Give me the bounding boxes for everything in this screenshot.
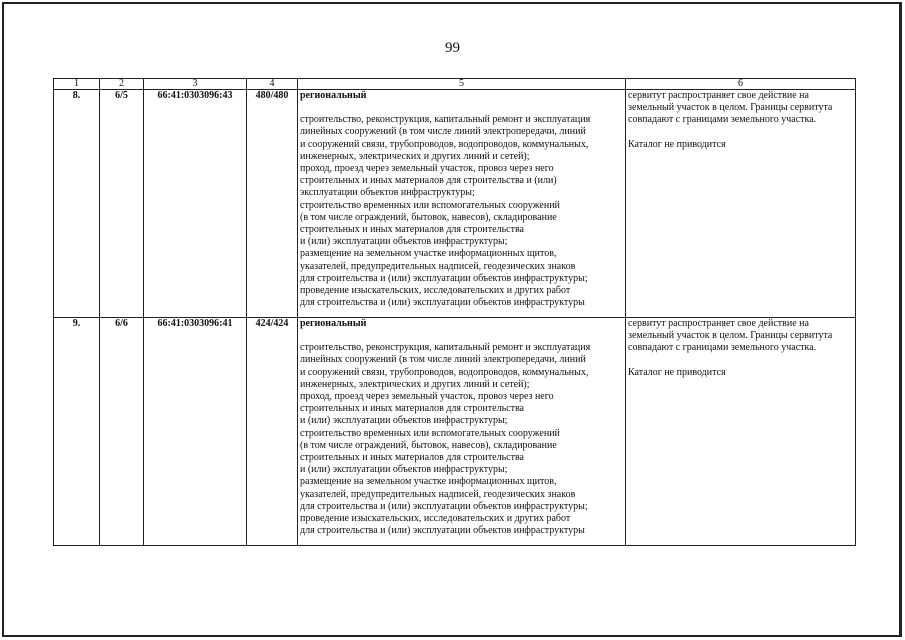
purpose-line: проведение изыскательских, исследовательских и других работ [300, 285, 571, 297]
purpose-line: и сооружений связи, трубопроводов, водопроводов, коммунальных, [300, 366, 589, 378]
purpose-line: линейных сооружений (в том числе линий электропередачи, линий [300, 126, 586, 138]
servitude-table [53, 78, 856, 546]
note-line: земельный участок в целом. Границы сервитута [628, 330, 833, 342]
note-line: земельный участок в целом. Границы сервитута [628, 102, 833, 114]
purpose-line: для строительства и (или) эксплуатации объектов инфраструктуры [300, 525, 585, 537]
purpose-line: проход, проезд через земельный участок, провоз через него [300, 391, 554, 403]
catalog-note: Каталог не приводится [628, 138, 726, 150]
purpose-line: и (или) эксплуатации объектов инфраструктуры; [300, 236, 508, 248]
purpose-line: и (или) эксплуатации объектов инфраструктуры; [300, 464, 508, 476]
column-header: 2 [100, 79, 144, 90]
spacer [628, 355, 853, 367]
purpose-line: линейных сооружений (в том числе линий электропередачи, линий [300, 354, 586, 366]
row-number: 9. [54, 318, 100, 546]
purpose-line: (в том числе ограждений, бытовок, навесов), складирование [300, 439, 557, 451]
cadastral-number: 66:41:0303096:43 [144, 90, 247, 318]
purpose-line: строительство временных или вспомогательных сооружений [300, 427, 560, 439]
spacer [628, 127, 853, 139]
purpose-line: эксплуатации объектов инфраструктуры; [300, 187, 475, 199]
note-line: совпадают с границами земельного участка. [628, 114, 817, 126]
purpose-line: проведение изыскательских, исследовательских и других работ [300, 513, 571, 525]
table-header-row [54, 79, 856, 90]
area-value: 480/480 [247, 90, 298, 318]
purpose-line: для строительства и (или) эксплуатации объектов инфраструктуры [300, 297, 585, 309]
purpose-line: для строительства и (или) эксплуатации объектов инфраструктуры; [300, 500, 588, 512]
column-header: 1 [54, 79, 100, 90]
purpose-line: строительных и иных материалов для строительства [300, 452, 524, 464]
page-number: 99 [445, 40, 460, 56]
significance-label: региональный [300, 90, 367, 101]
column-header: 6 [626, 79, 856, 90]
purpose-line: размещение на земельном участке информационных щитов, [300, 248, 557, 260]
note-line: сервитут распространяет свое действие на [628, 318, 809, 329]
purpose-line: строительство, реконструкция, капитальный ремонт и эксплуатация [300, 114, 591, 126]
area-value: 424/424 [247, 318, 298, 546]
purpose-line: строительных и иных материалов для строительства [300, 224, 524, 236]
purpose-line: проход, проезд через земельный участок, провоз через него [300, 163, 554, 175]
zone-code: 6/6 [100, 318, 144, 546]
purpose-line: и (или) эксплуатации объектов инфраструктуры; [300, 415, 508, 427]
purpose-cell [298, 318, 626, 546]
purpose-line: (в том числе ограждений, бытовок, навесов), складирование [300, 211, 557, 223]
column-header: 5 [298, 79, 626, 90]
servitude-note-cell [626, 318, 856, 546]
significance-label: региональный [300, 318, 367, 329]
purpose-line: строительных и иных материалов для строительства и (или) [300, 175, 557, 187]
purpose-line: размещение на земельном участке информационных щитов, [300, 476, 557, 488]
purpose-line: инженерных, электрических и других линий и сетей); [300, 150, 530, 162]
purpose-line: указателей, предупредительных надписей, геодезических знаков [300, 488, 576, 500]
zone-code: 6/5 [100, 90, 144, 318]
spacer [300, 102, 623, 114]
row-number: 8. [54, 90, 100, 318]
cadastral-number: 66:41:0303096:41 [144, 318, 247, 546]
purpose-cell [298, 90, 626, 318]
purpose-line: строительных и иных материалов для строительства [300, 403, 524, 415]
column-header: 4 [247, 79, 298, 90]
purpose-line: и сооружений связи, трубопроводов, водопроводов, коммунальных, [300, 138, 589, 150]
purpose-line: указателей, предупредительных надписей, геодезических знаков [300, 260, 576, 272]
note-line: совпадают с границами земельного участка. [628, 342, 817, 354]
table-row [54, 90, 856, 318]
purpose-line: строительство, реконструкция, капитальный ремонт и эксплуатация [300, 342, 591, 354]
table-row [54, 318, 856, 546]
note-line: сервитут распространяет свое действие на [628, 90, 809, 101]
purpose-line: инженерных, электрических и других линий и сетей); [300, 378, 530, 390]
purpose-line: строительство временных или вспомогательных сооружений [300, 199, 560, 211]
catalog-note: Каталог не приводится [628, 366, 726, 378]
servitude-note-cell [626, 90, 856, 318]
spacer [300, 330, 623, 342]
purpose-line: для строительства и (или) эксплуатации объектов инфраструктуры; [300, 272, 588, 284]
column-header: 3 [144, 79, 247, 90]
